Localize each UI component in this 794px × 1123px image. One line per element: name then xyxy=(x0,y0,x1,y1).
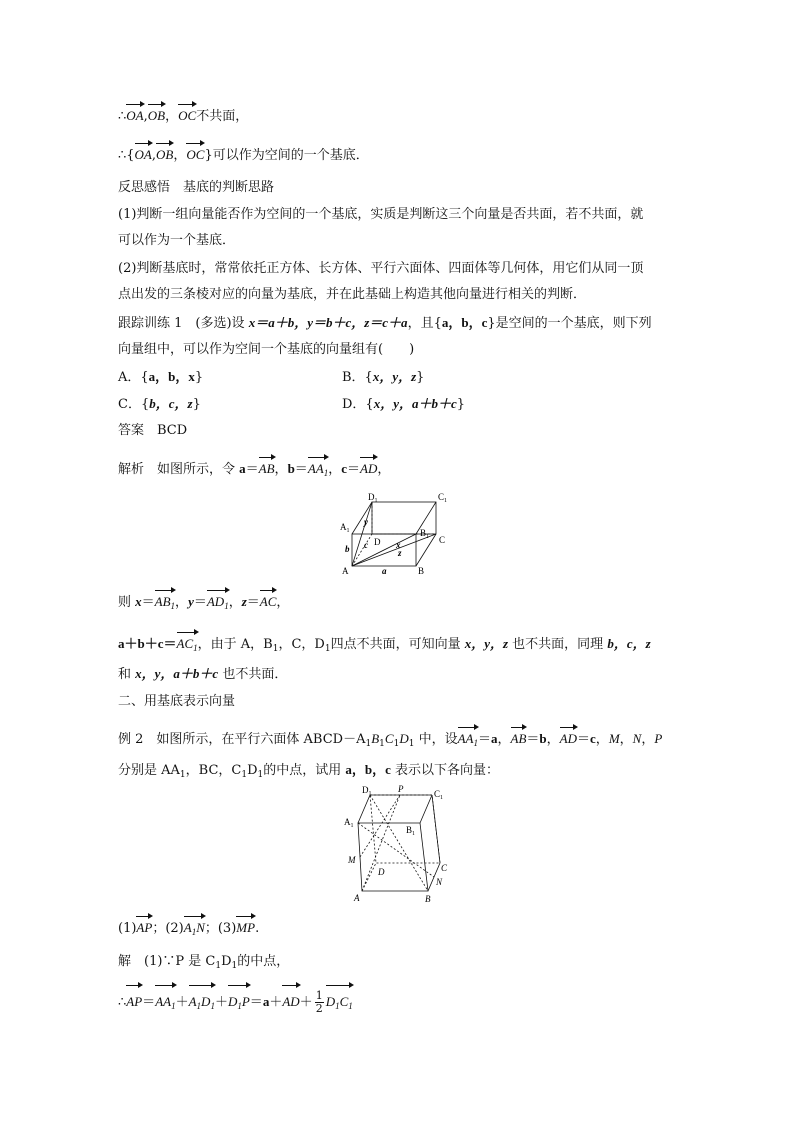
reflection-p1a: (1)判断一组向量能否作为空间的一个基底，实质是判断这三个向量是否共面，若不共面，就 xyxy=(118,207,644,222)
label-N: N xyxy=(436,877,443,887)
reflection-title: 反思感悟 基底的判断思路 xyxy=(118,180,275,195)
label-A1: $A_1$ xyxy=(344,817,354,829)
label-M: M xyxy=(348,855,356,865)
option-c: C．{b，c，z} xyxy=(118,396,201,412)
label-C: C xyxy=(439,535,446,545)
analysis-line3: $a+b+c=AC_1$，由于 A，$B_1$，C，$D_1$四点不共面，可知向量 x，y，z 也不共面，同理 b，c，z xyxy=(118,632,651,659)
label-C1: $C_1$ xyxy=(434,789,444,801)
label-c: c xyxy=(364,540,368,550)
label-C: C xyxy=(441,863,448,873)
solution-eq: $\therefore AP=AA_1+A_1D_1+D_1P=a+AD+$ $\frac{1}{2}$ $D_1C_1$ xyxy=(118,985,353,1021)
line-noncoplanar: ∴OA,OB，OC不共面， xyxy=(118,104,248,127)
analysis-then: 则 $x=AB_1$，$y=AD_1$，z＝AC， xyxy=(118,590,289,616)
section-title: 二、用基底表示向量 xyxy=(118,694,236,709)
analysis-line4: 和 x，y，a＋b＋c 也不共面． xyxy=(118,666,288,682)
label-z: z xyxy=(398,548,402,558)
example2-stem-2: 分别是 $AA_1$，BC，$C_1D_1$的中点，试用 a，b，c 表示以下各向量： xyxy=(118,762,500,780)
analysis-lead: 解析 如图所示，令 a＝AB，$b=AA_1$，c＝AD， xyxy=(118,457,390,483)
reflection-p1b: 可以作为一个基底． xyxy=(118,233,236,248)
option-d: D．{x，y，a＋b＋c} xyxy=(342,396,466,412)
vector-OC: OC xyxy=(178,104,196,126)
option-a: A．{a，b，x} xyxy=(118,369,204,385)
label-A: A xyxy=(342,566,349,576)
option-b: B．{x，y，z} xyxy=(342,369,425,385)
solution-lead: 解 (1)∵P 是 $C_1D_1$的中点， xyxy=(118,954,290,971)
label-b: b xyxy=(345,544,350,554)
label-y: y xyxy=(364,517,368,527)
exercise-stem-2: 向量组中，可以作为空间一个基底的向量组有( ) xyxy=(118,342,415,357)
exercise-stem: 跟踪训练 1 (多选)设 x＝a＋b，y＝b＋c，z＝c＋a，且{a，b，c}是空间的一个基底，则下列 xyxy=(118,315,652,331)
example2-stem: 例 2 如图所示，在平行六面体 $ABCD-A_1B_1C_1D_1$ 中，设$AA_1=a$，AB＝b，AD＝c，M，N，P xyxy=(118,727,662,754)
label-D: D xyxy=(378,867,385,877)
label-B: B xyxy=(425,894,431,904)
label-A: A xyxy=(354,893,360,903)
label-D1: $D_1$ xyxy=(362,785,372,797)
fraction-half: $\frac{1}{2}$ xyxy=(315,989,323,1015)
line-basis-conclusion: ∴{OA,OB，OC}可以作为空间的一个基底． xyxy=(118,143,369,166)
figure-parallelepiped xyxy=(340,783,452,905)
label-A1: $A_1$ xyxy=(340,522,350,534)
label-P: P xyxy=(398,784,404,794)
label-D1: $D_1$ xyxy=(368,492,378,504)
label-C1: $C_1$ xyxy=(438,492,448,504)
label-x: x xyxy=(396,540,401,550)
label-a: a xyxy=(382,566,387,576)
label-B1: $B_1$ xyxy=(420,528,430,540)
vector-OB: OB xyxy=(148,104,165,126)
reflection-p2a: (2)判断基底时，常常依托正方体、长方体、平行六面体、四面体等几何体，用它们从同一顶 xyxy=(118,261,644,276)
vector-OA: OA xyxy=(126,104,143,126)
label-B: B xyxy=(418,566,425,576)
reflection-p2b: 点出发的三条棱对应的向量为基底，并在此基础上构造其他向量进行相关的判断． xyxy=(118,287,587,302)
label-D: D xyxy=(374,537,381,547)
answer: 答案 BCD xyxy=(118,423,188,438)
figure-box-vectors xyxy=(338,490,458,580)
label-B1: $B_1$ xyxy=(406,825,416,837)
example2-items: (1)AP；$(2)A_1N$；(3)MP. xyxy=(118,916,259,942)
